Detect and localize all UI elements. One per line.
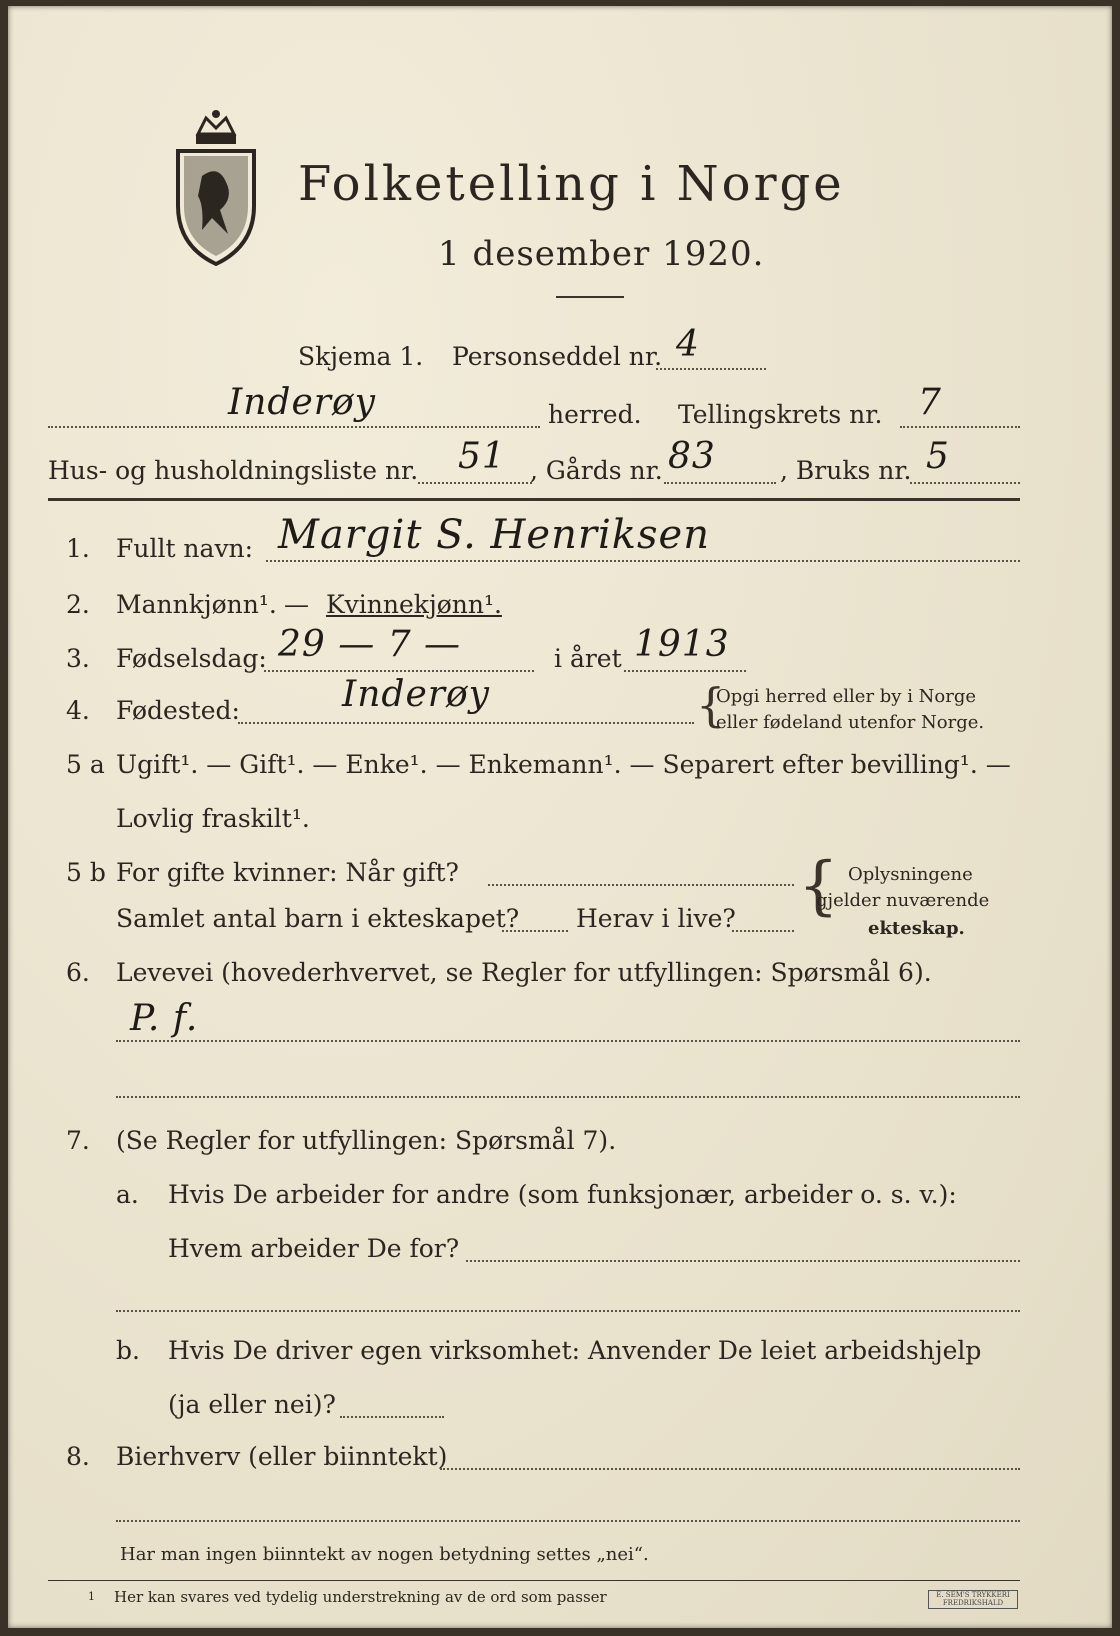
bruks-value: 5 <box>926 436 950 477</box>
gards-value: 83 <box>668 436 716 477</box>
tellingskrets-value: 7 <box>918 382 942 423</box>
q3-date-line <box>264 670 534 672</box>
q7a-line-2: Hvem arbeider De for? <box>168 1234 460 1263</box>
q1-line <box>266 560 1020 562</box>
q6-label: Levevei (hovederhvervet, se Regler for utfyllingen: Spørsmål 6). <box>116 958 932 987</box>
q5a-number: 5 a <box>66 750 105 779</box>
q5b-married-line <box>488 884 794 886</box>
q7b-line-1: Hvis De driver egen virksomhet: Anvender De leiet arbeidshjelp <box>168 1336 982 1365</box>
footnote-mark: 1 <box>88 1590 95 1603</box>
q7a-answer-line <box>466 1260 1020 1262</box>
q5a-line-2: Lovlig fraskilt¹. <box>116 804 310 833</box>
q6-number: 6. <box>66 958 90 987</box>
q7a-line-1: Hvis De arbeider for andre (som funksjonær, arbeider o. s. v.): <box>168 1180 957 1209</box>
q4-brace: { <box>696 678 726 732</box>
printer-stamp: E. SEM'S TRYKKERI FREDRIKSHALD <box>928 1590 1018 1609</box>
tellingskrets-label: Tellingskrets nr. <box>678 400 883 429</box>
q2-female: Kvinnekjønn¹. <box>326 590 502 619</box>
q7a-answer-line-2 <box>116 1310 1020 1312</box>
q4-note-2: eller fødeland utenfor Norge. <box>716 712 985 733</box>
q3-number: 3. <box>66 644 90 673</box>
q5b-note-2: gjelder nuværende <box>816 890 990 911</box>
census-form-sheet <box>8 6 1112 1628</box>
bruks-label: , Bruks nr. <box>780 456 912 485</box>
q3-year-label: i året <box>554 644 622 673</box>
q5a-line-1: Ugift¹. — Gift¹. — Enke¹. — Enkemann¹. — Separert efter bevilling¹. — <box>116 750 1011 779</box>
q2-number: 2. <box>66 590 90 619</box>
q6-line-1 <box>116 1040 1020 1042</box>
q5b-note-1: Oplysningene <box>848 864 973 885</box>
q3-year-line <box>624 670 746 672</box>
q5b-number: 5 b <box>66 858 106 887</box>
q5b-alive-line <box>732 930 794 932</box>
footer-divider <box>48 1580 1020 1581</box>
section-divider <box>48 498 1020 501</box>
husliste-label: Hus- og husholdningsliste nr. <box>48 456 419 485</box>
tellingskrets-line <box>900 426 1020 428</box>
q5b-brace: { <box>798 849 839 923</box>
q5b-children-label: Samlet antal barn i ekteskapet? <box>116 904 520 933</box>
norwegian-coat-of-arms-icon <box>168 106 264 270</box>
title-divider <box>556 296 624 298</box>
q4-label: Fødested: <box>116 696 240 725</box>
skjema-label: Skjema 1. <box>298 342 424 371</box>
personseddel-line <box>656 368 766 370</box>
footnote-text: Her kan svares ved tydelig understrekning av de ord som passer <box>114 1588 607 1606</box>
gards-label: , Gårds nr. <box>530 456 663 485</box>
q7a-number: a. <box>116 1180 139 1209</box>
herred-label: herred. <box>548 400 642 429</box>
form-title: Folketelling i Norge <box>298 156 845 212</box>
q7b-answer-line <box>340 1416 444 1418</box>
q8-number: 8. <box>66 1442 90 1471</box>
bruks-line <box>910 482 1020 484</box>
q4-number: 4. <box>66 696 90 725</box>
q4-line <box>238 722 694 724</box>
q7-number: 7. <box>66 1126 90 1155</box>
q3-label: Fødselsdag: <box>116 644 267 673</box>
form-date: 1 desember 1920. <box>438 234 765 274</box>
herred-line <box>48 426 540 428</box>
q5b-children-line <box>502 930 568 932</box>
gards-line <box>664 482 776 484</box>
q4-note-1: Opgi herred eller by i Norge <box>716 686 977 707</box>
personseddel-label: Personseddel nr. <box>452 342 663 371</box>
q8-label: Bierhverv (eller biinntekt) <box>116 1442 448 1471</box>
q7b-line-2: (ja eller nei)? <box>168 1390 336 1419</box>
q8-line <box>440 1468 1020 1470</box>
q6-line-2 <box>116 1096 1020 1098</box>
footer-note: Har man ingen biinntekt av nogen betydning settes „nei“. <box>120 1544 649 1565</box>
q1-value: Margit S. Henriksen <box>278 512 710 558</box>
q5b-line-1: For gifte kvinner: Når gift? <box>116 858 459 887</box>
q1-label: Fullt navn: <box>116 534 254 563</box>
q5b-note-3: ekteskap. <box>868 918 965 939</box>
q6-value: P. f. <box>130 998 199 1039</box>
q7b-number: b. <box>116 1336 140 1365</box>
q4-value: Inderøy <box>342 674 490 715</box>
q1-number: 1. <box>66 534 90 563</box>
q2-male: Mannkjønn¹. <box>116 590 277 619</box>
q5b-alive-label: Herav i live? <box>576 904 736 933</box>
husliste-value: 51 <box>458 436 506 477</box>
q3-year-value: 1913 <box>634 624 730 665</box>
herred-value: Inderøy <box>228 382 376 423</box>
q2-dash: — <box>284 590 309 619</box>
q8-line-2 <box>116 1520 1020 1522</box>
husliste-line <box>418 482 532 484</box>
personseddel-value: 4 <box>676 324 700 365</box>
q7-label: (Se Regler for utfyllingen: Spørsmål 7). <box>116 1126 617 1155</box>
q3-value: 29 — 7 — <box>278 624 462 665</box>
